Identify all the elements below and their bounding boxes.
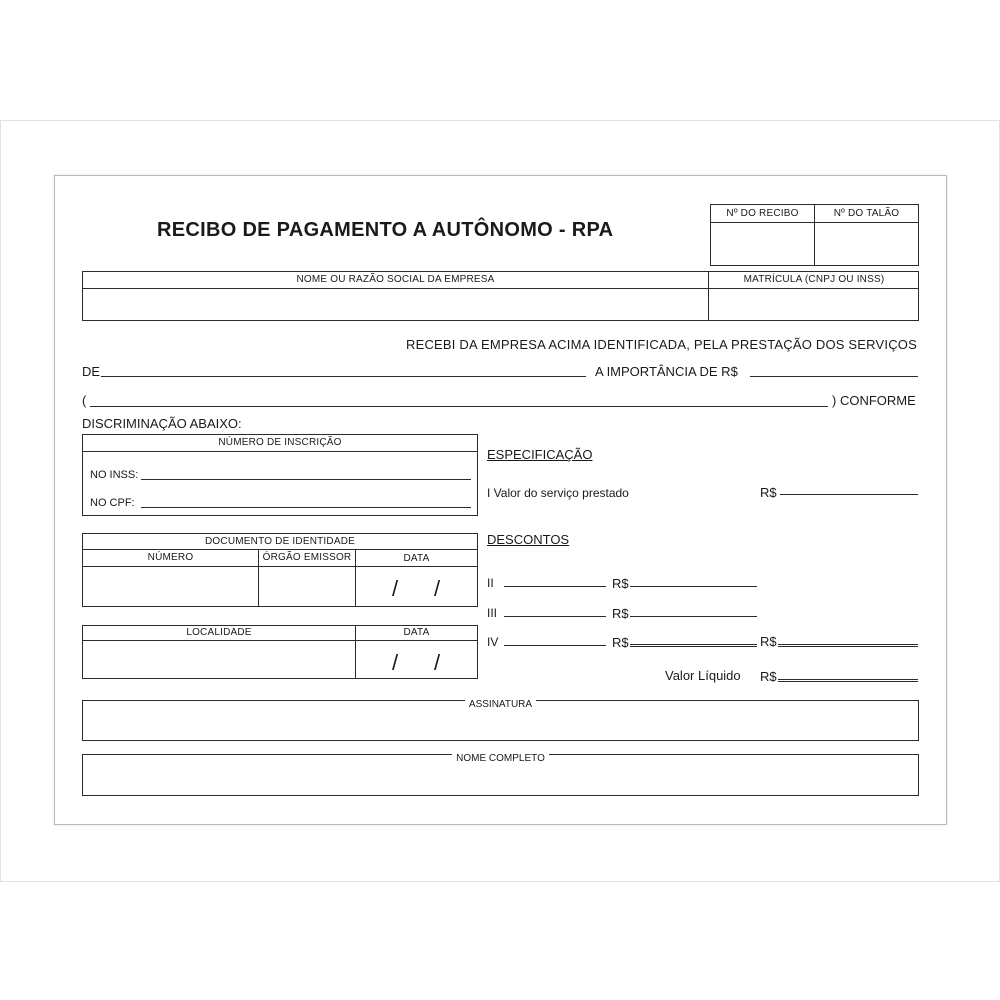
localidade-data-field[interactable] bbox=[356, 641, 477, 678]
valor-servico-label: I Valor do serviço prestado bbox=[487, 486, 629, 500]
valor-extenso-field[interactable] bbox=[90, 406, 828, 407]
date-slash: / bbox=[434, 650, 441, 675]
descontos-title: DESCONTOS bbox=[487, 532, 570, 547]
date-slash: / bbox=[392, 650, 399, 675]
talao-number-field[interactable] bbox=[815, 223, 918, 265]
importancia-label: A IMPORTÂNCIA DE R$ bbox=[595, 364, 738, 379]
valor-liquido-label: Valor Líquido bbox=[665, 668, 741, 683]
desconto-iv-desc-field[interactable] bbox=[504, 645, 606, 646]
orgao-field[interactable] bbox=[259, 567, 355, 606]
desconto-iii-label: III bbox=[487, 606, 498, 620]
recibo-number-label: Nº DO RECIBO bbox=[726, 208, 799, 219]
valor-liquido-rs: R$ bbox=[760, 669, 777, 684]
total-descontos-rs: R$ bbox=[760, 634, 777, 649]
date-slash: / bbox=[434, 576, 441, 601]
discriminacao-label: DISCRIMINAÇÃO ABAIXO: bbox=[82, 416, 242, 431]
desconto-iv-rs: R$ bbox=[612, 635, 629, 650]
especificacao-title: ESPECIFICAÇÃO bbox=[487, 447, 593, 462]
valor-servico-field[interactable] bbox=[780, 494, 918, 495]
page-title: RECIBO DE PAGAMENTO A AUTÔNOMO - RPA bbox=[157, 219, 614, 241]
inscricao-header: NÚMERO DE INSCRIÇÃO bbox=[218, 437, 342, 448]
assinatura-label-text: ASSINATURA bbox=[465, 699, 536, 710]
localidade-header: LOCALIDADE bbox=[186, 627, 252, 638]
de-label: DE bbox=[82, 364, 101, 379]
importancia-field[interactable] bbox=[750, 376, 918, 377]
identidade-data-field[interactable] bbox=[356, 567, 477, 606]
total-descontos-field[interactable] bbox=[778, 644, 918, 647]
statement-line: RECEBI DA EMPRESA ACIMA IDENTIFICADA, PELA PRESTAÇÃO DOS SERVIÇOS bbox=[406, 337, 917, 352]
recibo-number-field[interactable] bbox=[711, 223, 813, 265]
valor-liquido-field[interactable] bbox=[778, 679, 918, 682]
divider bbox=[82, 549, 478, 550]
empresa-name-label: NOME OU RAZÃO SOCIAL DA EMPRESA bbox=[296, 274, 495, 285]
localidade-data-label: DATA bbox=[403, 627, 430, 638]
cpf-field[interactable] bbox=[141, 507, 471, 508]
desconto-iii-rs: R$ bbox=[612, 606, 629, 621]
divider bbox=[82, 451, 478, 452]
desconto-iii-value-field[interactable] bbox=[630, 616, 757, 617]
desconto-ii-label: II bbox=[487, 576, 494, 590]
talao-number-label: Nº DO TALÃO bbox=[833, 208, 900, 219]
nome-completo-label-text: NOME COMPLETO bbox=[452, 753, 549, 764]
desconto-iv-label: IV bbox=[487, 635, 499, 649]
desconto-iii-desc-field[interactable] bbox=[504, 616, 606, 617]
assinatura-label bbox=[82, 694, 919, 712]
desconto-ii-desc-field[interactable] bbox=[504, 586, 606, 587]
open-paren: ( bbox=[82, 393, 87, 408]
numero-col-label: NÚMERO bbox=[147, 552, 194, 563]
desconto-ii-value-field[interactable] bbox=[630, 586, 757, 587]
valor-servico-rs: R$ bbox=[760, 485, 777, 500]
conforme-label: ) CONFORME bbox=[832, 393, 916, 408]
inss-field[interactable] bbox=[141, 479, 471, 480]
empresa-name-field[interactable] bbox=[83, 289, 707, 320]
date-slash: / bbox=[392, 576, 399, 601]
localidade-field[interactable] bbox=[83, 641, 355, 678]
cpf-label: NO CPF: bbox=[90, 497, 135, 509]
servico-field[interactable] bbox=[101, 376, 586, 377]
orgao-col-label: ÓRGÃO EMISSOR bbox=[262, 552, 352, 563]
numero-field[interactable] bbox=[83, 567, 258, 606]
inss-label: NO INSS: bbox=[90, 469, 139, 481]
nome-completo-label bbox=[82, 748, 919, 766]
matricula-field[interactable] bbox=[709, 289, 918, 320]
matricula-label: MATRÍCULA (CNPJ OU INSS) bbox=[743, 274, 885, 285]
identidade-header: DOCUMENTO DE IDENTIDADE bbox=[205, 536, 355, 547]
data-col-label: DATA bbox=[403, 553, 430, 564]
desconto-iv-value-field[interactable] bbox=[630, 644, 757, 647]
desconto-ii-rs: R$ bbox=[612, 576, 629, 591]
